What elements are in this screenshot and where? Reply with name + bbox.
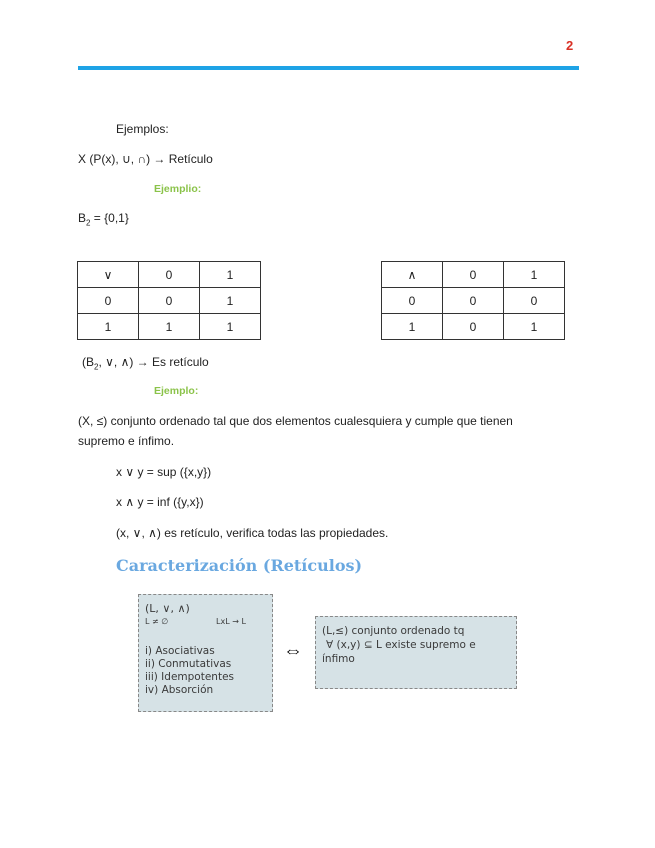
property-item: iv) Absorción	[145, 684, 214, 696]
property-item: iii) Idempotentes	[145, 671, 235, 683]
header-rule	[78, 66, 579, 70]
box-title: (L, ∨, ∧)	[145, 602, 190, 615]
table-row	[382, 288, 565, 314]
nonempty-condition: L ≠ ∅	[145, 617, 169, 626]
ordered-set-line-2: supremo e ínfimo.	[78, 434, 175, 448]
examples-label: Ejemplos:	[116, 122, 169, 136]
table-row	[78, 314, 261, 340]
order-line-2: ∀ (x,y) ⊆ L existe supremo e	[326, 639, 476, 651]
b2-lattice-conclusion	[82, 354, 209, 375]
table-cell: 0	[443, 262, 504, 288]
table-cell: 1	[200, 288, 261, 314]
conclusion-prefix: (B	[82, 355, 94, 369]
table-cell: 1	[382, 314, 443, 340]
b2-symbol: B	[78, 211, 87, 225]
table-cell: 0	[382, 288, 443, 314]
meet-formula: x ∧ y = inf ({y,x})	[116, 495, 204, 509]
order-line-3: ínfimo	[322, 653, 355, 665]
algebraic-definition-box	[138, 594, 273, 712]
conclusion-rest: , ∨, ∧) → Es retículo	[98, 355, 209, 369]
table-cell: 0	[504, 288, 565, 314]
table-cell: 1	[504, 262, 565, 288]
table-cell: 0	[443, 314, 504, 340]
table-cell: 1	[200, 314, 261, 340]
b2-subscript: 2	[86, 218, 91, 228]
table-row	[382, 314, 565, 340]
table-row	[78, 262, 261, 288]
operation-mapping: LxL → L	[216, 617, 246, 626]
table-cell: 1	[504, 314, 565, 340]
property-item: ii) Conmutativas	[145, 658, 232, 670]
join-table	[77, 261, 261, 340]
property-item: i) Asociativas	[145, 645, 215, 657]
table-cell: ∨	[78, 262, 139, 288]
powerset-line: X (P(x), ∪, ∩) → Retículo	[78, 152, 213, 166]
order-line-1: (L,≤) conjunto ordenado tq	[322, 625, 465, 637]
b2-definition	[78, 210, 129, 231]
ordered-set-line-1: (X, ≤) conjunto ordenado tal que dos elementos cualesquiera y cumple que tienen	[78, 414, 513, 428]
table-cell: 0	[139, 288, 200, 314]
table-cell: 1	[200, 262, 261, 288]
join-formula: x ∨ y = sup ({x,y})	[116, 465, 212, 479]
order-definition-box	[315, 616, 517, 689]
table-row	[78, 288, 261, 314]
table-cell: 0	[139, 262, 200, 288]
page-number: 2	[566, 38, 574, 53]
b2-set: = {0,1}	[90, 211, 129, 225]
table-cell: ∧	[382, 262, 443, 288]
table-cell: 1	[139, 314, 200, 340]
example-label-1: Ejemplio:	[154, 183, 202, 195]
table-cell: 0	[78, 288, 139, 314]
table-row	[382, 262, 565, 288]
equivalence-icon: ⇔	[283, 640, 303, 662]
lattice-statement: (x, ∨, ∧) es retículo, verifica todas las propiedades.	[116, 526, 389, 540]
characterization-heading: Caracterización (Retículos)	[116, 556, 363, 575]
conclusion-subscript: 2	[94, 362, 99, 372]
example-label-2: Ejemplo:	[154, 385, 199, 397]
table-cell: 1	[78, 314, 139, 340]
table-cell: 0	[443, 288, 504, 314]
meet-table	[381, 261, 565, 340]
